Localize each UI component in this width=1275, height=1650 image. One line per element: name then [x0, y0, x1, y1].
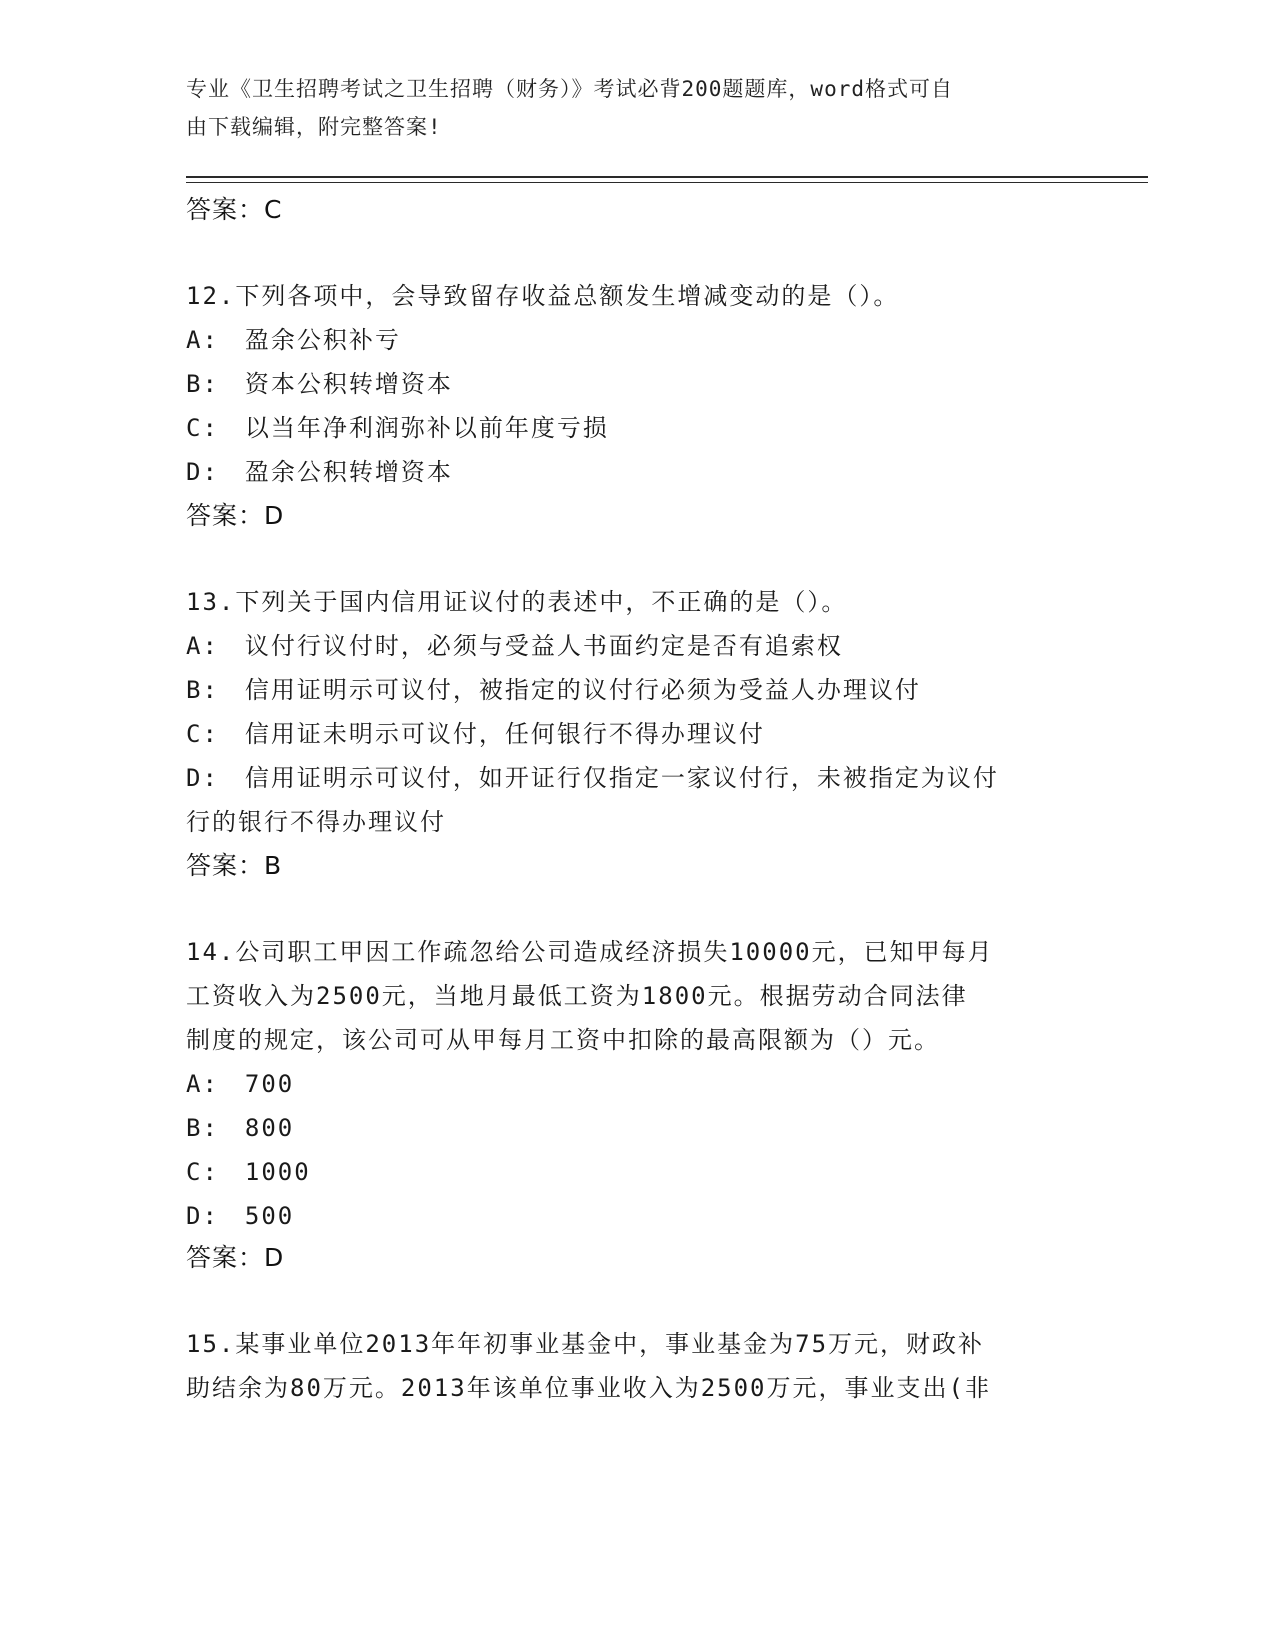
question-12-option-b: B: 资本公积转增资本: [186, 370, 453, 398]
header-divider-thin: [186, 182, 1148, 183]
question-12-stem: 12.下列各项中，会导致留存收益总额发生增减变动的是（）。: [186, 282, 900, 310]
question-14-stem-line-1: 14.公司职工甲因工作疏忽给公司造成经济损失10000元，已知甲每月: [186, 938, 994, 966]
question-13-option-d-continued: 行的银行不得办理议付: [186, 808, 446, 836]
question-14-option-c: C: 1000: [186, 1158, 311, 1186]
question-15-stem-line-1: 15.某事业单位2013年年初事业基金中，事业基金为75万元，财政补: [186, 1330, 985, 1358]
question-13-option-b: B: 信用证明示可议付，被指定的议付行必须为受益人办理议付: [186, 676, 921, 704]
answer-q11: 答案：C: [186, 195, 283, 224]
question-12-option-c: C: 以当年净利润弥补以前年度亏损: [186, 414, 609, 442]
answer-q14: 答案：D: [186, 1243, 285, 1272]
header-divider-thick: [186, 176, 1148, 178]
answer-q12: 答案：D: [186, 501, 285, 530]
question-14-option-a: A: 700: [186, 1070, 295, 1098]
header-line-2: 由下载编辑，附完整答案!: [186, 115, 442, 139]
answer-q13: 答案：B: [186, 851, 283, 880]
question-14-option-d: D: 500: [186, 1202, 295, 1230]
question-13-option-a: A: 议付行议付时，必须与受益人书面约定是否有追索权: [186, 632, 843, 660]
question-13-option-d: D: 信用证明示可议付，如开证行仅指定一家议付行，未被指定为议付: [186, 764, 999, 792]
question-13-option-c: C: 信用证未明示可议付，任何银行不得办理议付: [186, 720, 765, 748]
question-14-stem-line-2: 工资收入为2500元，当地月最低工资为1800元。根据劳动合同法律: [186, 982, 968, 1010]
question-14-stem-line-3: 制度的规定，该公司可从甲每月工资中扣除的最高限额为（）元。: [186, 1026, 940, 1054]
header-line-1: 专业《卫生招聘考试之卫生招聘（财务）》考试必背200题题库，word格式可自: [186, 77, 953, 101]
document-header: [186, 70, 1076, 146]
question-12-option-a: A: 盈余公积补亏: [186, 326, 401, 354]
question-12-option-d: D: 盈余公积转增资本: [186, 458, 453, 486]
question-13-stem: 13.下列关于国内信用证议付的表述中，不正确的是（）。: [186, 588, 848, 616]
question-14-option-b: B: 800: [186, 1114, 295, 1142]
question-15-stem-line-2: 助结余为80万元。2013年该单位事业收入为2500万元，事业支出(非: [186, 1374, 991, 1402]
